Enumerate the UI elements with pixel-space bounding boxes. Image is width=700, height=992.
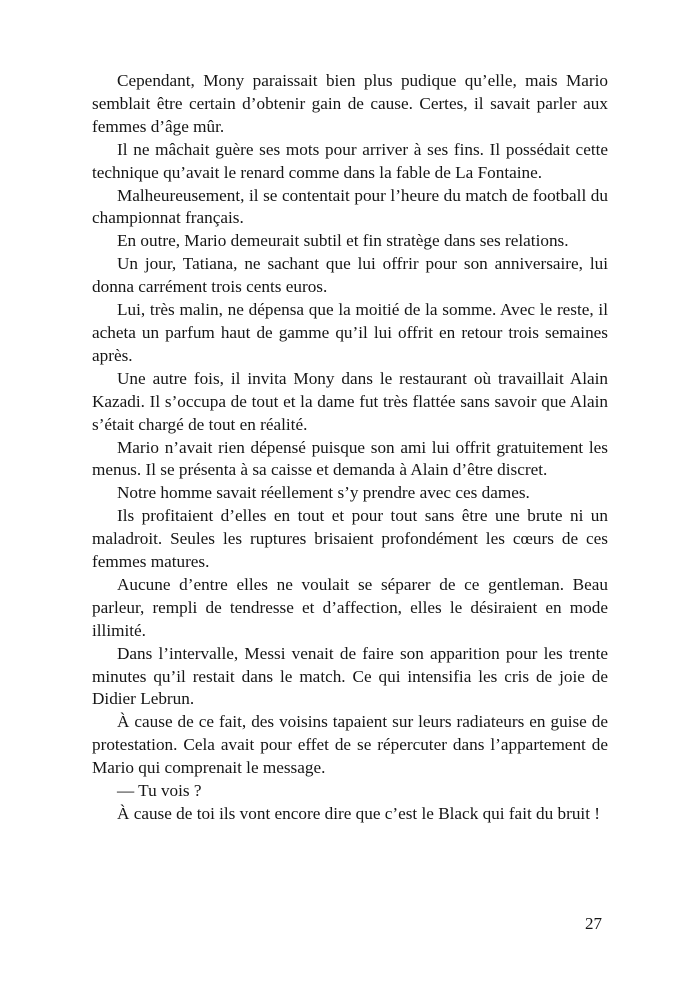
page-number: 27 [585, 914, 602, 933]
page-body [92, 70, 608, 826]
paragraph-10: Ils profitaient d’elles en tout et pour tout sans être une brute ni un maladroit. Seules les ruptures brisaient profondément les cœurs de ces femmes matures. [92, 506, 608, 572]
paragraph-11: Aucune d’entre elles ne voulait se séparer de ce gentleman. Beau parleur, rempli de tendresse et d’affection, elles le désiraient en mode illimité. [92, 574, 608, 640]
paragraph-3: Malheureusement, il se contentait pour l’heure du match de football du championnat français. [92, 185, 608, 228]
paragraph-8: Mario n’avait rien dépensé puisque son ami lui offrit gratuitement les menus. Il se présenta à sa caisse et demanda à Alain d’être discret. [92, 437, 608, 480]
paragraph-1: Cependant, Mony paraissait bien plus pudique qu’elle, mais Mario semblait être certain d’obtenir gain de cause. Certes, il savait parler aux femmes d’âge mûr. [92, 71, 608, 136]
paragraph-15: À cause de toi ils vont encore dire que c’est le Black qui fait du bruit ! [117, 804, 601, 823]
paragraph-5: Un jour, Tatiana, ne sachant que lui offrir pour son anniversaire, lui donna carrément trois cents euros. [92, 254, 608, 297]
paragraph-12: Dans l’intervalle, Messi venait de faire son apparition pour les trente minutes qu’il restait dans le match. Ce qui intensifia les cris de joie de Didier Lebrun. [92, 643, 608, 709]
dialogue-line: — Tu vois ? [117, 781, 202, 801]
paragraph-4: En outre, Mario demeurait subtil et fin stratège dans ses relations. [117, 231, 569, 251]
paragraph-9: Notre homme savait réellement s’y prendre avec ces dames. [117, 483, 530, 503]
paragraph-6: Lui, très malin, ne dépensa que la moitié de la somme. Avec le reste, il acheta un parfum haut de gamme qu’il lui offrit en retour trois semaines après. [92, 300, 608, 365]
paragraph-13: À cause de ce fait, des voisins tapaient sur leurs radiateurs en guise de protestation. Cela avait pour effet de se répercuter dans l’appartement de Mario qui comprenait le message. [92, 712, 608, 778]
paragraph-2: Il ne mâchait guère ses mots pour arriver à ses fins. Il possédait cette technique qu’avait le renard comme dans la fable de La Fontaine. [92, 139, 608, 182]
paragraph-7: Une autre fois, il invita Mony dans le restaurant où travaillait Alain Kazadi. Il s’occupa de tout et la dame fut très flattée sans savoir que Alain s’était chargé de tout en réalité. [92, 368, 608, 434]
